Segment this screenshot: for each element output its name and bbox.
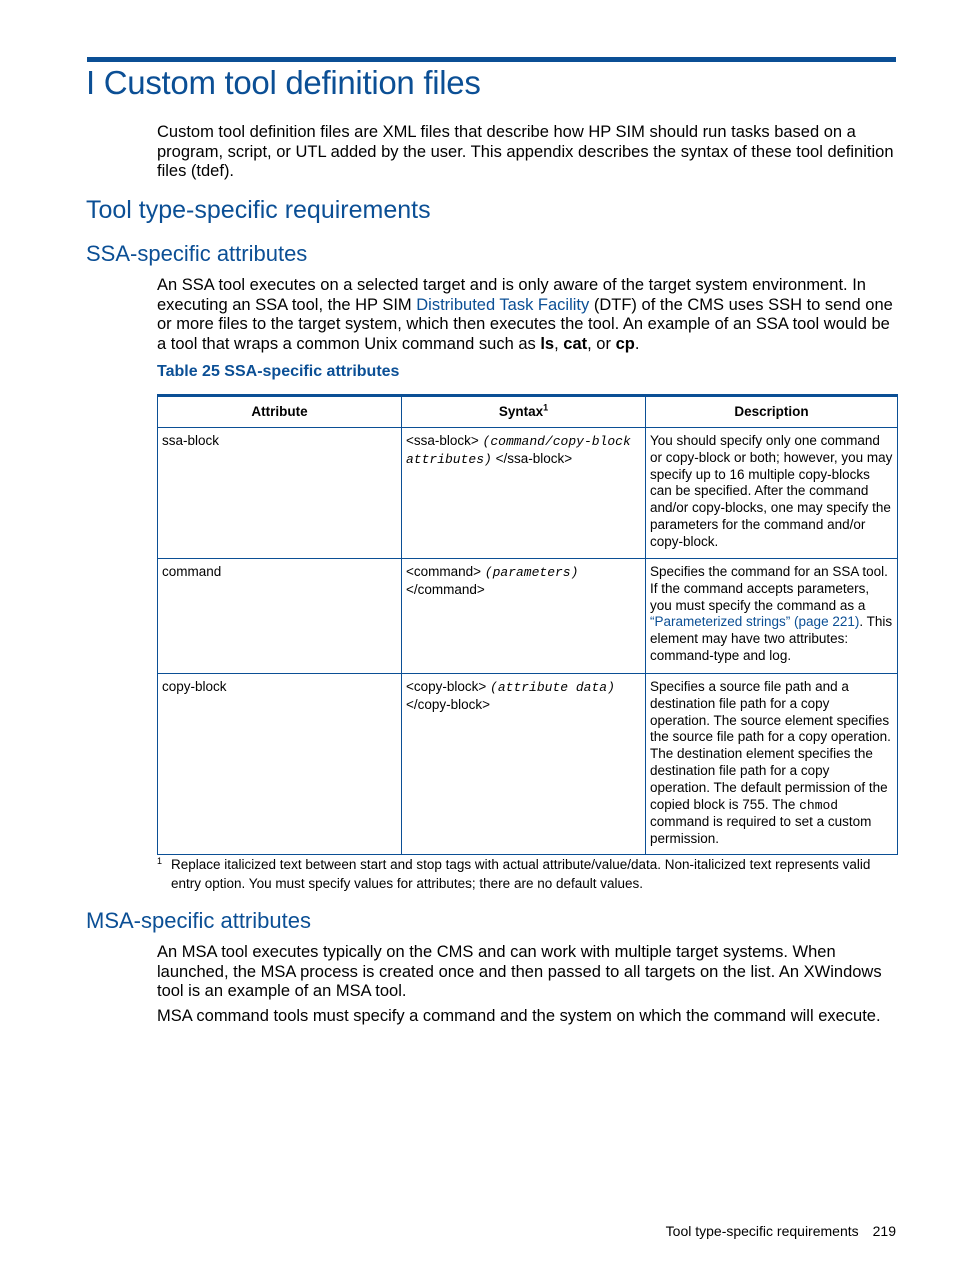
table-caption: Table 25 SSA-specific attributes bbox=[157, 363, 400, 380]
description-text: . This element may have two attributes: command-type and log. bbox=[650, 614, 893, 663]
header-attribute: Attribute bbox=[158, 396, 402, 428]
separator: , or bbox=[587, 334, 616, 353]
ssa-section-title: SSA-specific attributes bbox=[86, 241, 308, 266]
cell-attribute: command bbox=[158, 559, 402, 674]
syntax-open-tag: <ssa-block> bbox=[406, 433, 483, 448]
cell-attribute: ssa-block bbox=[158, 428, 402, 559]
section-title: Tool type-specific requirements bbox=[86, 196, 431, 224]
cell-attribute: copy-block bbox=[158, 674, 402, 855]
cell-description bbox=[646, 559, 898, 674]
msa-section-title: MSA-specific attributes bbox=[86, 908, 311, 933]
header-description: Description bbox=[646, 396, 898, 428]
separator: , bbox=[554, 334, 564, 353]
msa-paragraph-1: An MSA tool executes typically on the CMS and can work with multiple target systems. When launched, the MSA process is created once and then passed to all targets on the list. An XWindows tool is an example of an MSA tool. bbox=[157, 943, 882, 1000]
table-row bbox=[158, 674, 898, 855]
cell-description bbox=[646, 674, 898, 855]
description-text: command is required to set a custom permission. bbox=[650, 814, 872, 847]
table-footnote bbox=[157, 855, 897, 893]
ssa-text-middle: (DTF) of the CMS uses SSH to send one or more files to the target system, which then executes the tool. An example of an SSA tool would be a tool that wraps a common Unix command such as bbox=[157, 295, 893, 353]
cmd-ls: ls bbox=[540, 334, 555, 353]
header-syntax bbox=[402, 396, 646, 428]
table-header-row bbox=[158, 396, 898, 428]
syntax-placeholder: (command/copy-block attributes) bbox=[406, 434, 631, 467]
cell-syntax bbox=[402, 674, 646, 855]
footnote-ref: 1 bbox=[543, 402, 549, 413]
ssa-text-start: An SSA tool executes on a selected target and is only aware of the target system environment. In executing an SSA tool, the HP SIM bbox=[157, 276, 866, 314]
cell-description: You should specify only one command or copy-block or both; however, you may specify up to 16 multiple copy-blocks can be specified. After the command and/or copy-blocks, one may specify the parameters for the command and/or copy-block. bbox=[646, 428, 898, 559]
table-row bbox=[158, 559, 898, 674]
syntax-close-tag: </copy-block> bbox=[406, 696, 491, 712]
chapter-title: I Custom tool definition files bbox=[86, 64, 481, 101]
page-number: 219 bbox=[872, 1223, 896, 1239]
cmd-cp: cp bbox=[615, 334, 635, 353]
footnote-mark: 1 bbox=[157, 856, 163, 866]
parameterized-strings-link[interactable]: “Parameterized strings” (page 221) bbox=[650, 614, 860, 630]
description-text: Specifies a source file path and a destination file path for a copy operation. The source element specifies the source file path for a copy operation. The destination element specifies the destination file path for a copy operation. The default permission of the copied block is 755. The bbox=[650, 679, 891, 812]
cell-syntax bbox=[402, 428, 646, 559]
syntax-open-tag: <command> bbox=[406, 564, 485, 579]
cmd-cat: cat bbox=[563, 334, 588, 353]
chmod-code: chmod bbox=[799, 797, 839, 813]
msa-paragraph-2: MSA command tools must specify a command and the system on which the command will execute. bbox=[157, 1007, 881, 1025]
page-footer bbox=[600, 1223, 896, 1239]
chapter-intro: Custom tool definition files are XML files that describe how HP SIM should run tasks based on a program, script, or UTL added by the user. This appendix describes the syntax of these tool definition files (tdef). bbox=[157, 123, 894, 180]
header-syntax-label: Syntax bbox=[498, 403, 544, 419]
distributed-task-facility-link[interactable]: Distributed Task Facility bbox=[416, 295, 590, 314]
syntax-placeholder: (attribute data) bbox=[490, 680, 615, 695]
description-text: Specifies the command for an SSA tool. If the command accepts parameters, you must specify the command as a bbox=[650, 564, 888, 613]
table-row bbox=[158, 428, 898, 559]
syntax-open-tag: <copy-block> bbox=[406, 679, 491, 694]
syntax-close-tag: </ssa-block> bbox=[491, 450, 573, 466]
syntax-placeholder: (parameters) bbox=[484, 565, 579, 580]
ssa-paragraph bbox=[157, 276, 898, 354]
chapter-top-rule bbox=[87, 57, 896, 62]
footnote-text: Replace italicized text between start and stop tags with actual attribute/value/data. Non-italicized text represents valid entry option. You must specify values for attributes; there are no default values. bbox=[171, 857, 871, 891]
syntax-close-tag: </command> bbox=[406, 581, 485, 597]
sentence-end: . bbox=[634, 334, 640, 353]
footer-section-label: Tool type-specific requirements bbox=[665, 1223, 859, 1239]
cell-syntax bbox=[402, 559, 646, 674]
ssa-attributes-table bbox=[157, 394, 898, 855]
